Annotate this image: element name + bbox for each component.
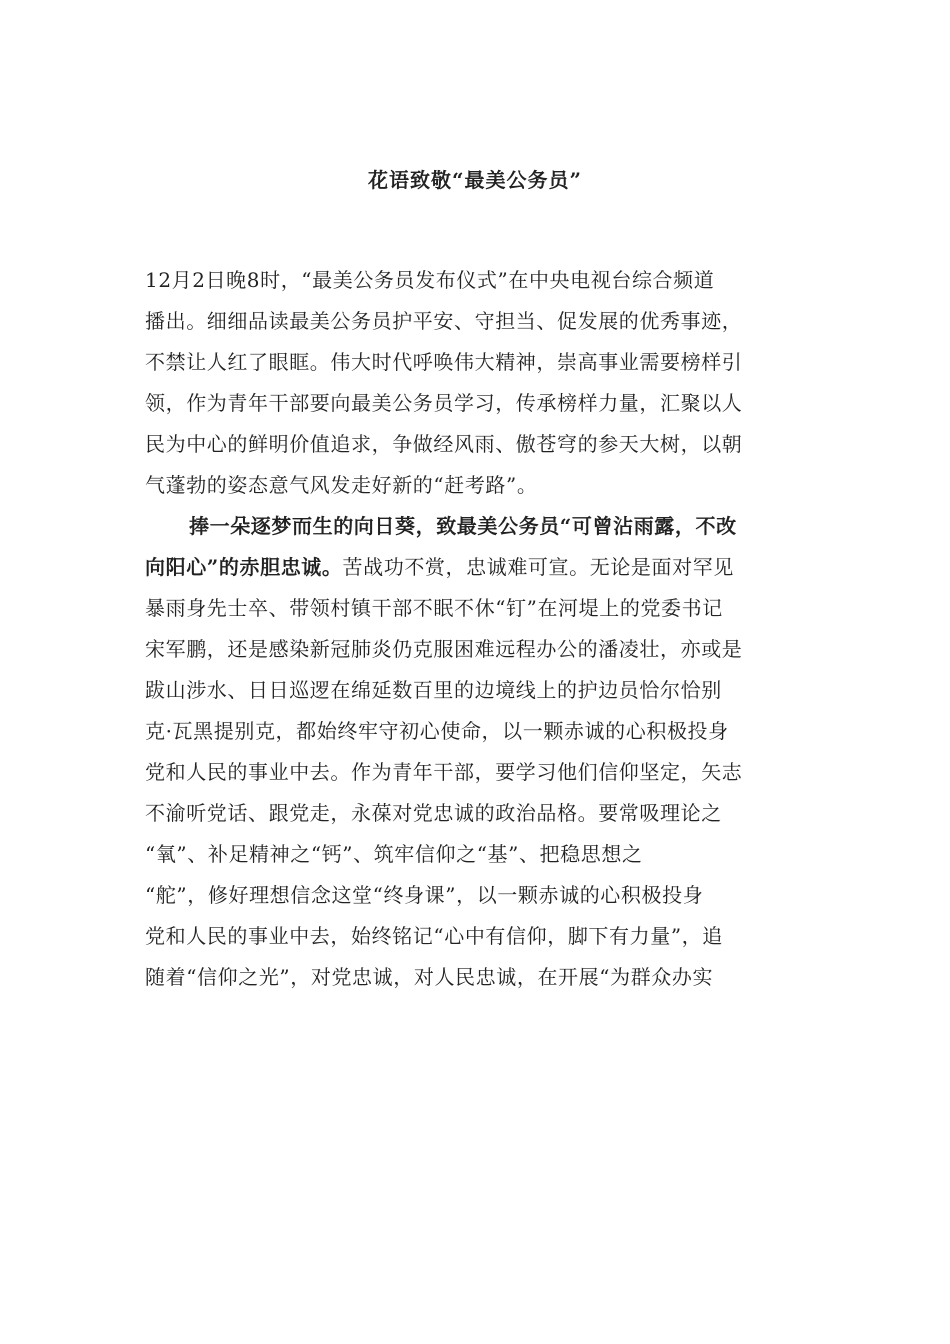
text-line: 党和人民的事业中去。作为青年干部，要学习他们信仰坚定，矢志 [145,760,743,784]
text-line: 党和人民的事业中去，始终铭记“心中有信仰，脚下有力量”，追 [145,924,723,948]
text-line: 领，作为青年干部要向最美公务员学习，传承榜样力量，汇聚以人 [145,391,743,415]
text-line: 不禁让人红了眼眶。伟大时代呼唤伟大精神，崇高事业需要榜样引 [145,350,743,374]
body-text: 苦战功不赏，忠诚难可宣。无论是面对罕见 [342,555,734,579]
text-line: “舵”，修好理想信念这堂“终身课”，以一颗赤诚的心积极投身 [145,883,704,907]
bold-heading-text: 捧一朵逐梦而生的向日葵，致最美公务员“可曾沾雨露，不改 [189,514,737,538]
text-line: 随着“信仰之光”，对党忠诚，对人民忠诚，在开展“为群众办实 [145,965,714,989]
text-line [145,547,795,588]
text-line: 克·瓦黑提别克，都始终牢守初心使命，以一颗赤诚的心积极投身 [145,719,729,743]
text-line: 不渝听党话、跟党走，永葆对党忠诚的政治品格。要常吸理论之 [145,801,722,825]
bold-heading-text: 向阳心”的赤胆忠诚。 [145,555,343,579]
text-line: “氧”、补足精神之“钙”、筑牢信仰之“基”、把稳思想之 [145,842,643,866]
text-line: 暴雨身先士卒、带领村镇干部不眠不休“钉”在河堤上的党委书记 [145,596,723,620]
document-title: 花语致敬“最美公务员” [367,168,582,192]
text-line: 12月2日晚8时，“最美公务员发布仪式”在中央电视台综合频道 [145,268,715,292]
text-line: 民为中心的鲜明价值追求，争做经风雨、傲苍穹的参天大树，以朝 [145,432,743,456]
text-line: 气蓬勃的姿态意气风发走好新的“赶考路”。 [145,473,538,497]
text-line [145,506,795,547]
text-line: 宋军鹏，还是感染新冠肺炎仍克服困难远程办公的潘凌壮，亦或是 [145,637,743,661]
document-body [145,260,795,998]
text-line: 跋山涉水、日日巡逻在绵延数百里的边境线上的护边员恰尔恰别 [145,678,722,702]
text-line: 播出。细细品读最美公务员护平安、守担当、促发展的优秀事迹， [145,309,743,333]
